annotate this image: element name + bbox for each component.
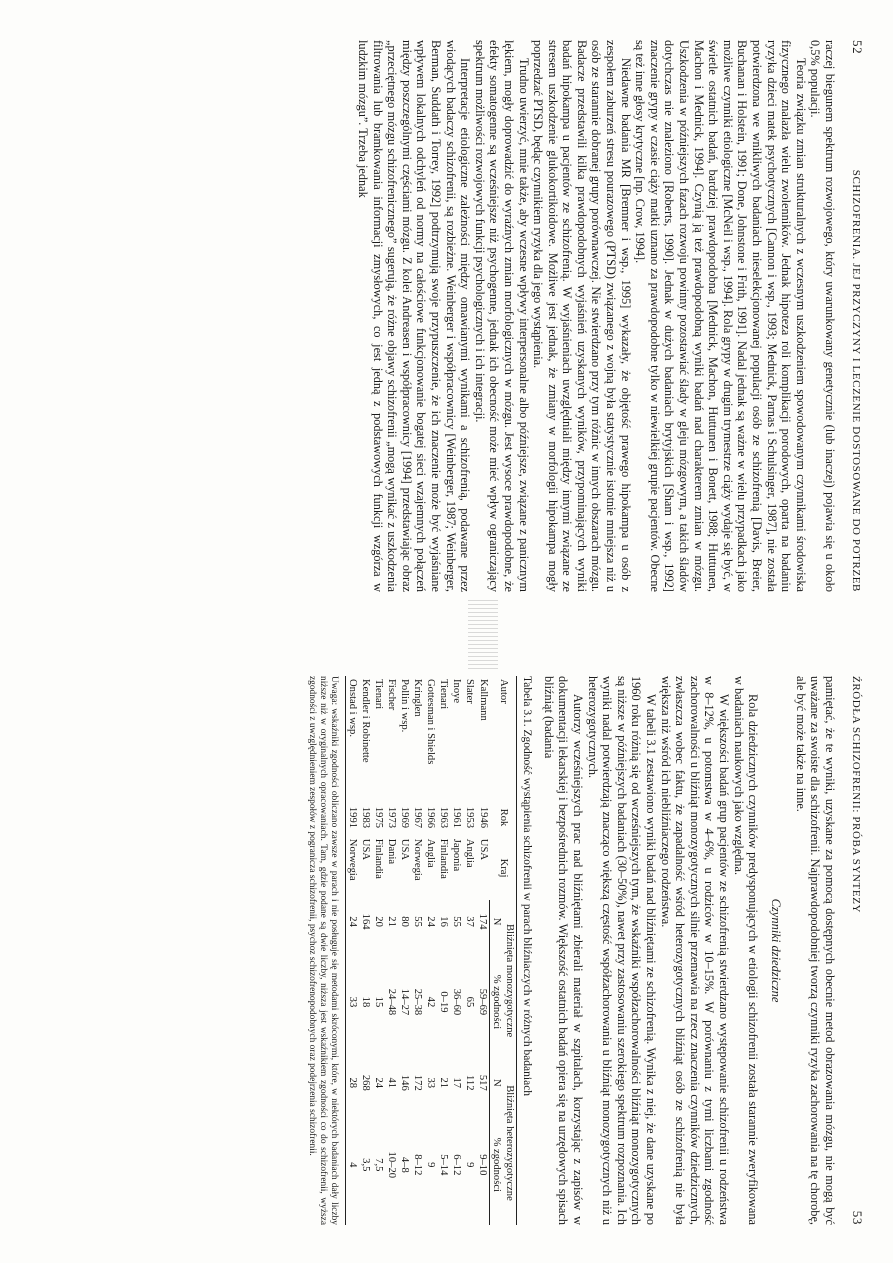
cell-mz-pct: 18 xyxy=(360,996,372,1008)
cell-author: Kendler i Robinette xyxy=(360,679,372,763)
cell-dz-pct: 9 xyxy=(425,1162,437,1168)
dz-n-header: N xyxy=(490,1061,504,1105)
right-intro-paragraph: pamiętać, że te wyniki, uzyskane za pomocą dostępnych obecnie metod obrazowania mózgu, nie mogą być uważane za swoiste dla schizofrenii. Najprawdopodobniej tworzą czynniki ryzyka zachorowania na tę chorobę, ale być może także na inne. xyxy=(793,676,837,1225)
cell-mz-n: 24 xyxy=(346,900,360,943)
right-header xyxy=(849,676,865,1225)
cell-country: Anglia xyxy=(464,838,476,868)
cell-author: Onstad i wsp. xyxy=(346,676,360,799)
table-note: Uwaga: wskaźniki zgodności obliczano zawsze w parach i nie posługuje się metodami skróconymi, które, w niektórych badaniach dały liczby niższe niż w oryginalnych opracowaniach. Tam, gdzie podane są dwie liczby, niższa jest wskaźnikiem zgodności co do schizofrenii, wyższa zgodności z uwzględnieniem zespołów z pogranicza schizofrenii, psychoz schizofrenopodobnych oraz podejrzenia schizofrenii. xyxy=(307,676,340,1225)
table-row xyxy=(476,676,490,1225)
cell-dz-n: 517 xyxy=(477,1074,489,1091)
cell-dz-pct: 7,5 xyxy=(373,1158,385,1172)
cell-year: 1967 xyxy=(412,806,424,829)
cell-mz-n: 21 xyxy=(386,916,398,927)
cell-year: 1953 xyxy=(464,806,476,829)
cell-author: Tienari xyxy=(373,679,385,710)
cell-author: Fischer xyxy=(386,679,398,711)
cell-mz-pct: 15 xyxy=(373,996,385,1008)
table-row xyxy=(424,676,437,1225)
cell-year: 1946 xyxy=(477,806,489,829)
right-paragraph: Autorzy wcześniejszych prac nad bliźniętami zbierali materiał w szpitalach, korzystając z zapisów w dokumentacji lekarskiej i bezpośrednich rozmów. Większość ostatnich badań opiera się na urzędowych spisach bliźniąt (badania xyxy=(541,676,586,1225)
cell-dz-pct: 9–10 xyxy=(477,1154,489,1176)
cell-mz-n: 24 xyxy=(425,916,437,927)
cell-author: Pollin i wsp. xyxy=(399,679,411,733)
dz-pct-header: % zgodności xyxy=(490,1105,504,1225)
table-row xyxy=(450,676,463,1225)
cell-mz-n: 80 xyxy=(399,916,411,927)
cell-author: Gottesman i Shields xyxy=(425,679,437,765)
twin-concordance-table xyxy=(345,676,517,1225)
cell-mz-pct: 24–48 xyxy=(386,988,398,1016)
cell-mz-n: 164 xyxy=(360,913,372,930)
cell-year: 1973 xyxy=(386,806,398,829)
cell-author: Inoye xyxy=(451,679,463,704)
col-author-header: Autor xyxy=(490,676,517,799)
cell-author: Kringlen xyxy=(412,679,424,717)
cell-dz-pct: 5–14 xyxy=(438,1154,450,1176)
table-row xyxy=(359,676,372,1225)
cell-year: 1966 xyxy=(425,806,437,829)
section-title: Czynniki dziedziczne xyxy=(769,898,784,1003)
cell-dz-n: 146 xyxy=(399,1074,411,1091)
table-row xyxy=(372,676,385,1225)
cell-dz-n: 17 xyxy=(451,1077,463,1089)
table-row xyxy=(398,676,411,1225)
cell-year: 1991 xyxy=(346,799,360,836)
cell-country: USA xyxy=(360,838,372,860)
right-paragraph: W większości badań grup pacjentów ze schizofrenią stwierdzano występowanie schizofrenii u rodzeństwa w 8–12%, u potomstwa w 4–6%, u rodziców w 10–15%. W porównaniu z tymi liczbami zgodność zachorowalności u bliźniąt monozygotycznych silnie przemawia na rzecz znaczenia czynników dziedzicznych, zwłaszcza wobec faktu, że zapadalność wśród heterozygotycznych bliźniąt osób ze schizofrenią nie była większa niż wśród ich niebliźniaczego rodzeństwa. xyxy=(658,676,732,1225)
cell-mz-n: 20 xyxy=(373,916,385,927)
cell-dz-pct: 8–12 xyxy=(412,1154,424,1176)
cell-mz-pct: 36–60 xyxy=(451,988,463,1016)
table-row xyxy=(385,676,398,1225)
right-page xyxy=(0,632,893,1263)
cell-country: Norwegia xyxy=(346,836,360,900)
right-paragraph: W tabeli 3.1 zestawiono wyniki badań nad bliźniętami ze schizofrenią. Wynika z niej, że dane uzyskane po 1960 roku różnią się od wcześniejszych tym, że wskaźniki współzachorowalności bliźniąt monozygotycznych są niższe w późniejszych badaniach (30–50%), nawet przy zastosowaniu szerokiego spektrum rozpoznania. Ich wyniki nadal potwierdzają znacząco większą częstość współzachorowania u bliźniąt monozygotycznych niż u heterozygotycznych. xyxy=(585,676,659,1225)
cell-year: 1983 xyxy=(360,806,372,829)
cell-author: Slater xyxy=(464,679,476,704)
cell-mz-pct: 25–38 xyxy=(412,988,424,1016)
cell-mz-pct: 0–19 xyxy=(438,991,450,1013)
cell-mz-n: 37 xyxy=(464,916,476,927)
table-row xyxy=(411,676,424,1225)
table-row xyxy=(346,676,360,1225)
cell-dz-pct: 4–8 xyxy=(399,1156,411,1173)
cell-dz-n: 172 xyxy=(412,1074,424,1091)
table-caption: Tabela 3.1. Zgodność wystąpienia schizofrenii w parach bliźniaczych w różnych badaniach xyxy=(521,676,534,1097)
left-paragraph: Interpretacje etiologiczne zależności między omawianymi wynikami a schizofrenią, podawane przez wiodących badaczy schizofrenii, są rozbieżne. Weinberger i współpracownicy [Weinberger, 1987; Weinberger, Berman, Suddath i Torrey, 1992] podtrzymują swoje przypuszczenie, że ich znaczenie może być wyjaśniane wpływem lokalnych odchyleń od normy na całościowe funkcjonowanie bogatej sieci wzajemnych połączeń między poszczególnymi częściami mózgu. Z kolei Andreasen i współpracownicy [1994] przedstawiając obraz „przeciętnego mózgu schizofrenicznego” sugerują, że różne objawy schizofrenii „mogą wynikać z uszkodzenia filtrowania lub bramkowania informacji zmysłowych, co jest jedną z podstawowych funkcji wzgórza w ludzkim mózgu”. Trzeba jednak xyxy=(356,40,473,592)
right-paragraph: Rola dziedzicznych czynników predysponujących w etiologii schizofrenii została starannie zweryfikowana w badaniach naukowych jako względna. xyxy=(731,676,761,1225)
cell-author: Tienari xyxy=(438,679,450,710)
cell-dz-pct: 3,5 xyxy=(360,1158,372,1172)
cell-year: 1963 xyxy=(438,806,450,829)
cell-author: Kallmann xyxy=(477,679,489,721)
mz-group-header: Bliźnięta monozygotyczne xyxy=(503,900,517,1061)
cell-country: USA xyxy=(399,838,411,860)
cell-year: 1975 xyxy=(373,806,385,829)
cell-country: Norwegia xyxy=(412,838,424,881)
cell-dz-n: 112 xyxy=(464,1075,476,1091)
right-running-head: ŹRÓDŁA SCHIZOFRENII: PRÓBA SYNTEZY xyxy=(850,676,862,914)
mz-n-header: N xyxy=(490,900,504,943)
cell-dz-pct: 10–20 xyxy=(386,1151,398,1179)
cell-dz-n: 28 xyxy=(346,1061,360,1105)
table-row xyxy=(437,676,450,1225)
cell-year: 1961 xyxy=(451,806,463,829)
cell-dz-n: 41 xyxy=(386,1077,398,1089)
left-page-number: 52 xyxy=(850,40,865,55)
dz-group-header: Bliźnięta heterozygotyczne xyxy=(503,1061,517,1225)
cell-dz-n: 24 xyxy=(373,1077,385,1089)
col-country-header: Kraj xyxy=(490,836,517,900)
cell-country: Finlandia xyxy=(438,838,450,879)
left-paragraph: raczej biegunem spektrum rozwojowego, który uwarunkowany genetycznie (lub inaczej) pojawia się u około 0,5% populacji. xyxy=(808,40,837,592)
cell-mz-pct: 65 xyxy=(464,996,476,1008)
mz-pct-header: % zgodności xyxy=(490,943,504,1061)
left-paragraph: Niedawne badania MR [Bremner i wsp., 1995] wykazały, że objętość prawego hipokampa u osób z zespołem zaburzeń stresu pourazowego (PTSD) związanego z wojną była statystycznie istotnie mniejsza niż u osób ze starannie dobranej grupy porównawczej. Nie stwierdzano przy tym różnic w innych obszarach mózgu. Badacze przedstawili kilka prawdopodobnych wyjaśnień uzyskanych wyników, przypominających wyniki badań hipokampa u pacjentów ze schizofrenią. W wyjaśnieniach uwzględniali między innymi związane ze stresem uszkodzenie glukokortikoidowe. Możliwe jest jednak, że zmiany w morfologii hipokampa mogły poprzedzać PTSD, będąc czynnikiem ryzyka dla jego wystąpienia. xyxy=(531,40,633,592)
cell-country: Dania xyxy=(386,838,398,865)
col-year-header: Rok xyxy=(490,799,517,836)
cell-dz-pct: 4 xyxy=(346,1105,360,1225)
cell-country: Finlandia xyxy=(373,838,385,879)
left-running-head: SCHIZOFRENIA. JEJ PRZYCZYNY I LECZENIE DOSTOSOWANE DO POTRZEB xyxy=(850,169,862,592)
left-body-text xyxy=(355,40,837,592)
cell-country: USA xyxy=(477,838,489,860)
cell-mz-pct: 59–69 xyxy=(477,988,489,1016)
cell-country: Japonia xyxy=(451,838,463,872)
cell-mz-n: 174 xyxy=(477,913,489,930)
table-row xyxy=(463,676,476,1225)
cell-mz-n: 55 xyxy=(451,916,463,927)
cell-mz-n: 16 xyxy=(438,916,450,927)
left-paragraph: Trudno uwierzyć, mnie także, aby wczesne wpływy interpersonalne albo późniejsze, związane z panicznym lękiem, mogły doprowadzić do wyraźnych zmian morfologicznych w mózgu. Jest wysoce prawdopodobne, że efekty somatogenne są wcześniejsze niż psychogenne, jednak ich obecność może mieć wpływ ograniczający spektrum możliwości rozwojowych funkcji psychologicznych i ich integracji. xyxy=(472,40,531,592)
cell-dz-pct: 6–12 xyxy=(451,1154,463,1176)
cell-year: 1969 xyxy=(399,806,411,829)
left-header xyxy=(849,40,865,592)
cell-mz-n: 55 xyxy=(412,916,424,927)
cell-dz-n: 268 xyxy=(360,1074,372,1091)
cell-dz-n: 33 xyxy=(425,1077,437,1089)
right-page-number: 53 xyxy=(850,1210,865,1225)
cell-mz-pct: 33 xyxy=(346,943,360,1061)
right-body-text xyxy=(541,676,837,1225)
cell-dz-n: 21 xyxy=(438,1077,450,1089)
cell-mz-pct: 42 xyxy=(425,996,437,1008)
cell-country: Anglia xyxy=(425,838,437,868)
cell-mz-pct: 14–27 xyxy=(399,988,411,1016)
left-paragraph: Teoria związku zmian strukturalnych z wczesnym uszkodzeniem spowodowanym czynnikami środowiska fizycznego znalazła wielu zwolenników. Jednak hipoteza roli komplikacji porodowych, oparta na badaniu ryzyka dzieci matek psychotycznych [Cannon i wsp., 1993; Mednick, Parnas i Schulsinger, 1987], nie została potwierdzona we wnikliwych badaniach nieselekcjonowanej populacji osób ze schizofrenią [Davis, Breier, Buchanan i Holstein, 1991; Done, Johnstone i Frith, 1991]. Nadal jednak są ważne w wielu przypadkach jako możliwe czynniki etiologiczne [McNeil i wsp., 1994]. Rola grypy w drugim trymestrze ciąży wydaje się być, w świetle ostatnich badań, bardziej prawdopodobna [Mednick, Machon, Huttunen i Bonett, 1988; Huttunen, Machon i Mednick, 1994]. Czynią ją też prawdopodobną wyniki badań nad charakterem zmian w mózgu. Uszkodzenia w późniejszych fazach rozwoju powinny pozostawiać ślady w gleju mózgowym, a takich śladów dotychczas nie znaleziono [Roberts, 1990]. Jednak w dużych badaniach brytyjskich [Sham i wsp., 1992] znaczenie grypy w czasie ciąży matki uznano za prawdopodobne tylko w niewielkiej grupie pacjentów. Obecne są też inne głosy krytyczne [np. Crow, 1994]. xyxy=(633,40,808,592)
cell-dz-pct: 9 xyxy=(464,1162,476,1168)
